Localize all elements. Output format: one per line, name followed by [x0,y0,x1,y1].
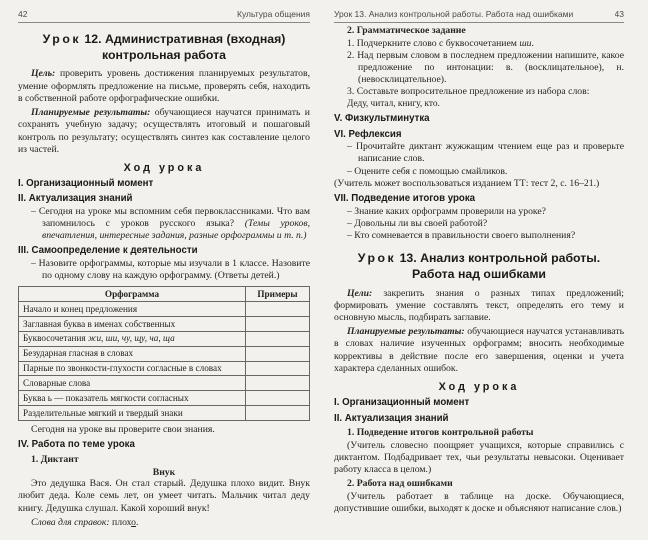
orthogram-cell: Буква ь — показатель мягкости согласных [19,391,246,406]
course-heading: Ход урока [123,161,205,174]
error-work-text: (Учитель работает в таблице на доске. Обучающиеся, допустившие ошибки, выходят к доске и объясняют написание слов.) [334,490,624,515]
examples-cell [245,331,309,346]
lesson-number: 13. [399,251,417,266]
examples-column-header: Примеры [245,287,309,302]
reference-word-period: . [136,516,139,528]
planned-results-paragraph [334,326,624,375]
table-row [19,317,310,332]
section-1-heading: I. Организационный момент [334,397,470,409]
goal-label: Цели: [347,287,373,299]
summary-item-2 [334,218,624,230]
planned-text: обучающиеся научатся устанавливать в словах наличие изученных орфограмм; вносить необходимые коррективы в действие после его завершения, оценки и учета характера сделанных ошибок. [334,326,624,374]
section-2-item-text: Сегодня на уроке мы вспомним себя первоклассниками. Что вам запомнилось с уроков русского языка? [38,205,311,229]
section-4-heading: IV. Работа по теме урока [18,439,135,451]
running-head-title-left: Культура общения [237,9,310,19]
examples-cell [245,302,309,317]
dictation-text: Это дедушка Вася. Он стал старый. Дедушка плохо видит. Внук любит деда. Коле семь лет, он умеет читать. Мальчик читал деду книгу. Дедушка слушал. Какой хороший внук! [18,478,310,514]
after-table-text: Сегодня на уроке вы проверите свои знания. [31,424,215,436]
grammar-item-1-text: Подчеркните слово с буквосочетанием [356,37,520,49]
table-row [19,346,310,361]
table-row [19,302,310,317]
dash: – [347,217,352,229]
section-2-heading: II. Актуализация знаний [18,193,133,205]
grammar-item-2 [334,50,624,87]
goal-text: закрепить знания о разных типах предложений; формировать умение составлять текст, определять его тему и основную мысль, подбирать заглавие. [334,287,625,324]
running-head-left [18,9,310,23]
orthogram-cell: Безударная гласная в словах [19,346,246,361]
error-work-subhead: 2. Работа над ошибками [347,478,453,490]
lesson-word: Урок [42,32,81,46]
summary-item-1 [334,206,624,218]
orthogram-cell [19,331,246,346]
dash: – [31,257,36,269]
planned-text: обучающиеся научатся принимать и сохранять учебную задачу; осуществлять итоговый и пошаговый контроль по результату; осуществлять синтез как составление целого из частей. [18,107,310,155]
orthogram-cell: Парные по звонкости-глухости согласные в словах [19,361,246,376]
dictation-subhead: 1. Диктант [31,453,79,465]
examples-cell [245,376,309,391]
results-review-subhead: 1. Подведение итогов контрольной работы [347,426,534,438]
summary-item-2-text: Довольны ли вы своей работой? [354,217,488,229]
orthogram-cell: Начало и конец предложения [19,302,246,317]
goal-paragraph [18,68,310,105]
reflection-item-1-text: Прочитайте диктант жужжащим чтением еще раз и проверьте написание слов. [355,141,624,165]
planned-label: Планируемые результаты: [347,326,465,338]
item-number: 3. [347,86,355,98]
orthogram-cell: Разделительные мягкий и твердый знаки [19,406,246,421]
table-row [19,361,310,376]
grammar-item-2-text: Над первым словом в последнем предложении напишите, какое предложение по интонации: в. (восклицательное), н. (невосклицательное). [357,49,624,86]
page-number-left: 42 [18,9,28,19]
table-row [19,376,310,391]
planned-results-paragraph [18,107,310,156]
planned-label: Планируемые результаты: [31,107,151,119]
section-3-item [18,258,310,282]
grammar-item-1 [334,38,624,50]
reflection-item-2 [334,166,624,178]
grammar-item-1-tail: . [531,37,534,49]
summary-item-3-text: Кто сомневается в правильности своего выполнения? [354,229,576,241]
lesson-number: 12. [84,32,102,46]
lesson-word: Урок [357,251,397,266]
examples-cell [245,391,309,406]
orthogram-column-header: Орфограмма [19,287,246,302]
section-2-item [18,206,310,243]
item-number: 2. [347,49,355,61]
reference-word-start: плох [109,516,132,528]
lesson-title-line1: Административная (входная) [104,32,286,46]
letter-combination-italic: ши [519,37,532,49]
section-1-heading: I. Организационный момент [18,177,154,189]
examples-cell [245,346,309,361]
running-head-title-right: Урок 13. Анализ контрольной работы. Работа над ошибками [334,9,574,19]
examples-cell [245,361,309,376]
reflection-item-1 [334,141,624,165]
page-right [324,0,648,540]
lesson-title-line2: контрольная работа [102,48,226,63]
section-5-heading: V. Физкультминутка [334,113,430,125]
table-row [19,391,310,406]
reference-word-underlined-letter: о [131,516,136,528]
dash: – [347,205,352,217]
running-head-right [334,9,624,23]
dash: – [347,141,352,153]
orthogram-cell: Словарные слова [19,376,246,391]
examples-cell [245,317,309,332]
reference-words [18,517,310,529]
page-number-right: 43 [614,9,624,19]
goal-text: проверить уровень достижения планируемых результатов, умение оформлять предложение на письме, проверять себя, находить в собственной работе орфографические ошибки. [18,68,310,104]
grammar-task-heading: 2. Грамматическое задание [347,25,466,36]
goal-label: Цель: [31,68,56,80]
results-review-text: (Учитель словесно поощряет учащихся, которые справились с диктантом. Подбадривает тех, чьи результаты невысоки. Оценивает работу класса в целом.) [334,439,624,475]
goal-paragraph [334,288,624,325]
section-6-heading: VI. Рефлексия [334,128,402,140]
dash: – [31,205,36,217]
section-3-heading: III. Самоопределение к деятельности [18,245,198,257]
orthogram-table [18,286,310,421]
table-row [19,406,310,421]
course-heading: Ход урока [438,381,520,394]
grammar-item-3-text: Составьте вопросительное предложение из набора слов: [356,86,590,98]
dash: – [347,229,352,241]
dash: – [347,165,352,177]
dictation-title: Внук [152,467,176,479]
table-row [19,331,310,346]
orthogram-cell: Заглавная буква в именах собственных [19,317,246,332]
reflection-item-2-text: Оцените себя с помощью смайликов. [354,165,508,177]
section-7-heading: VII. Подведение итогов урока [334,193,476,205]
lesson-title-line2: Работа над ошибками [411,267,546,282]
orthogram-table-head [19,287,310,302]
examples-cell [245,406,309,421]
word-set-line: Деду, читал, книгу, кто. [347,98,440,109]
lesson-13-title [334,250,624,282]
reflection-note: (Учитель может воспользоваться изданием ТТ: тест 2, с. 16–21.) [334,177,600,189]
summary-item-1-text: Знание каких орфограмм проверили на уроке? [354,205,546,217]
orthogram-prefix: Буквосочетания [23,333,88,344]
grammar-item-3 [334,86,624,98]
table-header-row [19,287,310,302]
reference-words-label: Слова для справок: [31,516,110,528]
section-2-item-italic: (Темы уроков, впечатления, интересные задания, разные орфограммы и т. п.) [42,218,310,242]
summary-item-3 [334,230,624,242]
letter-combinations-italic: жи, ши, чу, щу, ча, ща [87,333,175,344]
section-3-item-text: Назовите орфограммы, которые мы изучали в 1 классе. Назовите по одному слову на каждую орфограмму. (Ответы детей.) [38,257,310,282]
lesson-title-line1: Анализ контрольной работы. [420,251,601,266]
lesson-12-title [18,31,310,63]
item-number: 1. [347,37,355,49]
orthogram-table-body [19,302,310,421]
section-2-heading: II. Актуализация знаний [334,412,449,424]
